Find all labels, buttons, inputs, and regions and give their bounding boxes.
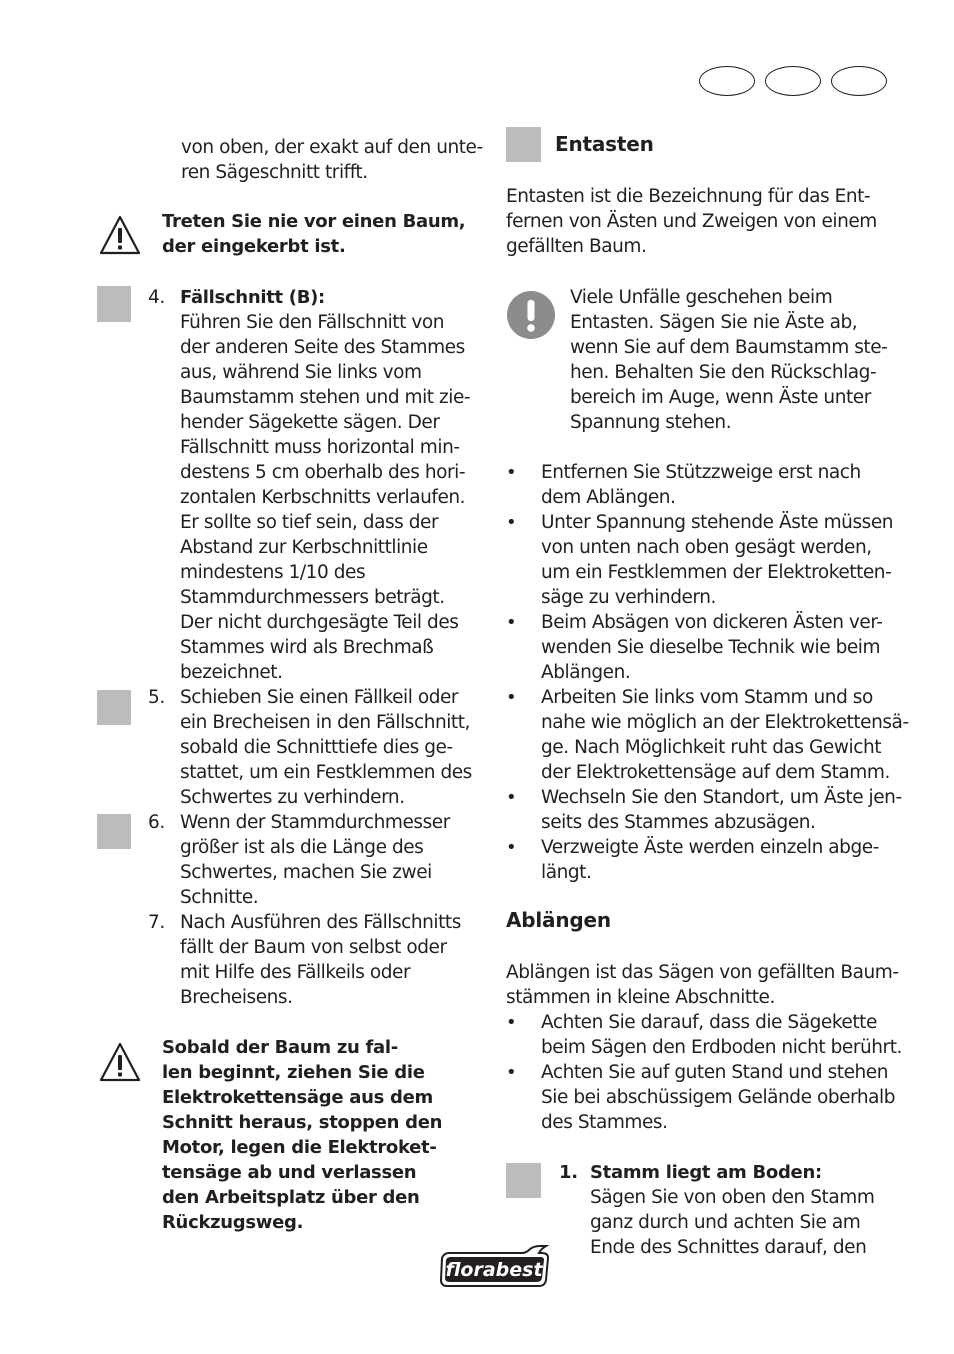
bullet-dot: • <box>506 1062 517 1083</box>
text-line: Ablängen. <box>541 662 631 683</box>
text-line: Arbeiten Sie links vom Stamm und so <box>541 687 873 708</box>
text-line: fällt der Baum von selbst oder <box>180 937 447 958</box>
text-line: destens 5 cm oberhalb des hori- <box>180 462 466 483</box>
ablaengen-intro <box>506 960 899 1010</box>
text-line: von unten nach oben gesägt werden, <box>541 537 872 558</box>
text-line: ganz durch und achten Sie am <box>590 1212 861 1233</box>
text-line: sobald die Schnitttiefe dies ge- <box>180 737 453 758</box>
text-line: Schnitte. <box>180 887 259 908</box>
text-line: Entasten ist die Bezeichnung für das Ent- <box>506 186 871 207</box>
intro-paragraph <box>181 135 483 185</box>
text-line: Fällschnitt muss horizontal min- <box>180 437 460 458</box>
bullet-dot: • <box>506 787 517 808</box>
text-line: fernen von Ästen und Zweigen von einem <box>506 211 877 232</box>
text-line: der Elektrokettensäge auf dem Stamm. <box>541 762 890 783</box>
text-line: Baumstamm stehen und mit zie- <box>180 387 471 408</box>
language-oval-1 <box>699 66 755 96</box>
text-line: Abstand zur Kerbschnittlinie <box>180 537 428 558</box>
text-line: Spannung stehen. <box>570 412 732 433</box>
text-line: größer ist als die Länge des <box>180 837 424 858</box>
step-7-content <box>180 910 461 1010</box>
text-line: Sobald der Baum zu fal- <box>162 1037 398 1058</box>
text-line: Stammdurchmessers beträgt. <box>180 587 445 608</box>
text-line: Entfernen Sie Stützzweige erst nach <box>541 462 861 483</box>
text-line: Rückzugsweg. <box>162 1212 304 1233</box>
text-line: von oben, der exakt auf den unte- <box>181 137 483 158</box>
step-number: 6. <box>148 812 165 833</box>
text-line: Entasten. Sägen Sie nie Äste ab, <box>570 312 858 333</box>
text-line: Treten Sie nie vor einen Baum, <box>162 211 466 232</box>
text-line: hender Sägekette sägen. Der <box>180 412 440 433</box>
image-marker-box <box>97 690 131 725</box>
text-line: um ein Festklemmen der Elektroketten- <box>541 562 892 583</box>
section-heading-ablaengen: Ablängen <box>506 908 611 932</box>
image-marker-box <box>506 127 541 162</box>
text-line: Ablängen ist das Sägen von gefällten Baum- <box>506 962 899 983</box>
note-text <box>570 285 887 435</box>
text-line: Brecheisens. <box>180 987 293 1008</box>
warning-text-2 <box>162 1035 442 1235</box>
text-line: mindestens 1/10 des <box>180 562 366 583</box>
florabest-logo <box>438 1244 552 1290</box>
text-line: Achten Sie auf guten Stand und stehen <box>541 1062 888 1083</box>
bullet-dot: • <box>506 462 517 483</box>
text-line: zontalen Kerbschnitts verlaufen. <box>180 487 466 508</box>
text-line: hen. Behalten Sie den Rückschlag- <box>570 362 877 383</box>
text-line: Führen Sie den Fällschnitt von <box>180 312 444 333</box>
text-line: Unter Spannung stehende Äste müssen <box>541 512 894 533</box>
text-line: Sägen Sie von oben den Stamm <box>590 1187 875 1208</box>
warning-triangle-icon <box>98 214 142 256</box>
text-line: Sie bei abschüssigem Gelände oberhalb <box>541 1087 896 1108</box>
text-line: säge zu verhindern. <box>541 587 716 608</box>
text-line: Viele Unfälle geschehen beim <box>570 287 833 308</box>
bullet-dot: • <box>506 512 517 533</box>
text-line: Wechseln Sie den Standort, um Äste jen- <box>541 787 902 808</box>
step-number: 4. <box>148 287 165 308</box>
text-line: tensäge ab und verlassen <box>162 1162 417 1183</box>
text-line: längt. <box>541 862 592 883</box>
text-line: wenden Sie dieselbe Technik wie beim <box>541 637 881 658</box>
bullet-dot: • <box>506 837 517 858</box>
text-line: bereich im Auge, wenn Äste unter <box>570 387 871 408</box>
text-line: Elektrokettensäge aus dem <box>162 1087 433 1108</box>
text-line: mit Hilfe des Fällkeils oder <box>180 962 411 983</box>
warning-text-1 <box>162 209 465 259</box>
text-line: ren Sägeschnitt trifft. <box>181 162 368 183</box>
text-line: seits des Stammes abzusägen. <box>541 812 816 833</box>
text-line: wenn Sie auf dem Baumstamm ste- <box>570 337 888 358</box>
text-line: len beginnt, ziehen Sie die <box>162 1062 425 1083</box>
text-line: ein Brecheisen in den Fällschnitt, <box>180 712 470 733</box>
bullet-dot: • <box>506 612 517 633</box>
text-line: ge. Nach Möglichkeit ruht das Gewicht <box>541 737 882 758</box>
text-line: Nach Ausführen des Fällschnitts <box>180 912 461 933</box>
text-line: beim Sägen den Erdboden nicht berührt. <box>541 1037 902 1058</box>
warning-triangle-icon <box>98 1041 142 1083</box>
text-line: stämmen in kleine Abschnitte. <box>506 987 775 1008</box>
text-line: Beim Absägen von dickeren Ästen ver- <box>541 612 883 633</box>
text-line: Motor, legen die Elektroket- <box>162 1137 437 1158</box>
section-heading-entasten: Entasten <box>555 132 654 156</box>
entasten-intro <box>506 184 877 259</box>
language-oval-3 <box>831 66 887 96</box>
text-line: Schwertes zu verhindern. <box>180 787 405 808</box>
text-line: bezeichnet. <box>180 662 283 683</box>
text-line: Ende des Schnittes darauf, den <box>590 1237 867 1258</box>
text-line: Verzweigte Äste werden einzeln abge- <box>541 837 879 858</box>
step-title: Stamm liegt am Boden: <box>590 1162 822 1183</box>
step-1-content <box>590 1160 874 1260</box>
step-4-content <box>180 285 470 685</box>
exclamation-circle-icon <box>506 290 556 340</box>
text-line: der eingekerbt ist. <box>162 236 346 257</box>
text-line: Stammes wird als Brechmaß <box>180 637 434 658</box>
step-title: Fällschnitt (B): <box>180 287 325 308</box>
text-line: nahe wie möglich an der Elektrokettensä- <box>541 712 909 733</box>
text-line: des Stammes. <box>541 1112 668 1133</box>
text-line: Schieben Sie einen Fällkeil oder <box>180 687 459 708</box>
text-line: Schwertes, machen Sie zwei <box>180 862 432 883</box>
bullet-dot: • <box>506 1012 517 1033</box>
step-number: 5. <box>148 687 165 708</box>
text-line: stattet, um ein Festklemmen des <box>180 762 472 783</box>
text-line: dem Ablängen. <box>541 487 676 508</box>
text-line: Wenn der Stammdurchmesser <box>180 812 450 833</box>
language-oval-2 <box>765 66 821 96</box>
image-marker-box <box>97 286 131 322</box>
text-line: Der nicht durchgesägte Teil des <box>180 612 459 633</box>
logo-text: florabest <box>445 1259 543 1281</box>
text-line: aus, während Sie links vom <box>180 362 422 383</box>
text-line: den Arbeitsplatz über den <box>162 1187 420 1208</box>
text-line: Er sollte so tief sein, dass der <box>180 512 439 533</box>
image-marker-box <box>97 814 131 849</box>
text-line: der anderen Seite des Stammes <box>180 337 465 358</box>
text-line: gefällten Baum. <box>506 236 647 257</box>
step-6-content <box>180 810 450 910</box>
text-line: Schnitt heraus, stoppen den <box>162 1112 443 1133</box>
step-number: 1. <box>559 1162 578 1183</box>
step-number: 7. <box>148 912 165 933</box>
image-marker-box <box>506 1163 541 1198</box>
step-5-content <box>180 685 472 810</box>
bullet-dot: • <box>506 687 517 708</box>
text-line: Achten Sie darauf, dass die Sägekette <box>541 1012 877 1033</box>
